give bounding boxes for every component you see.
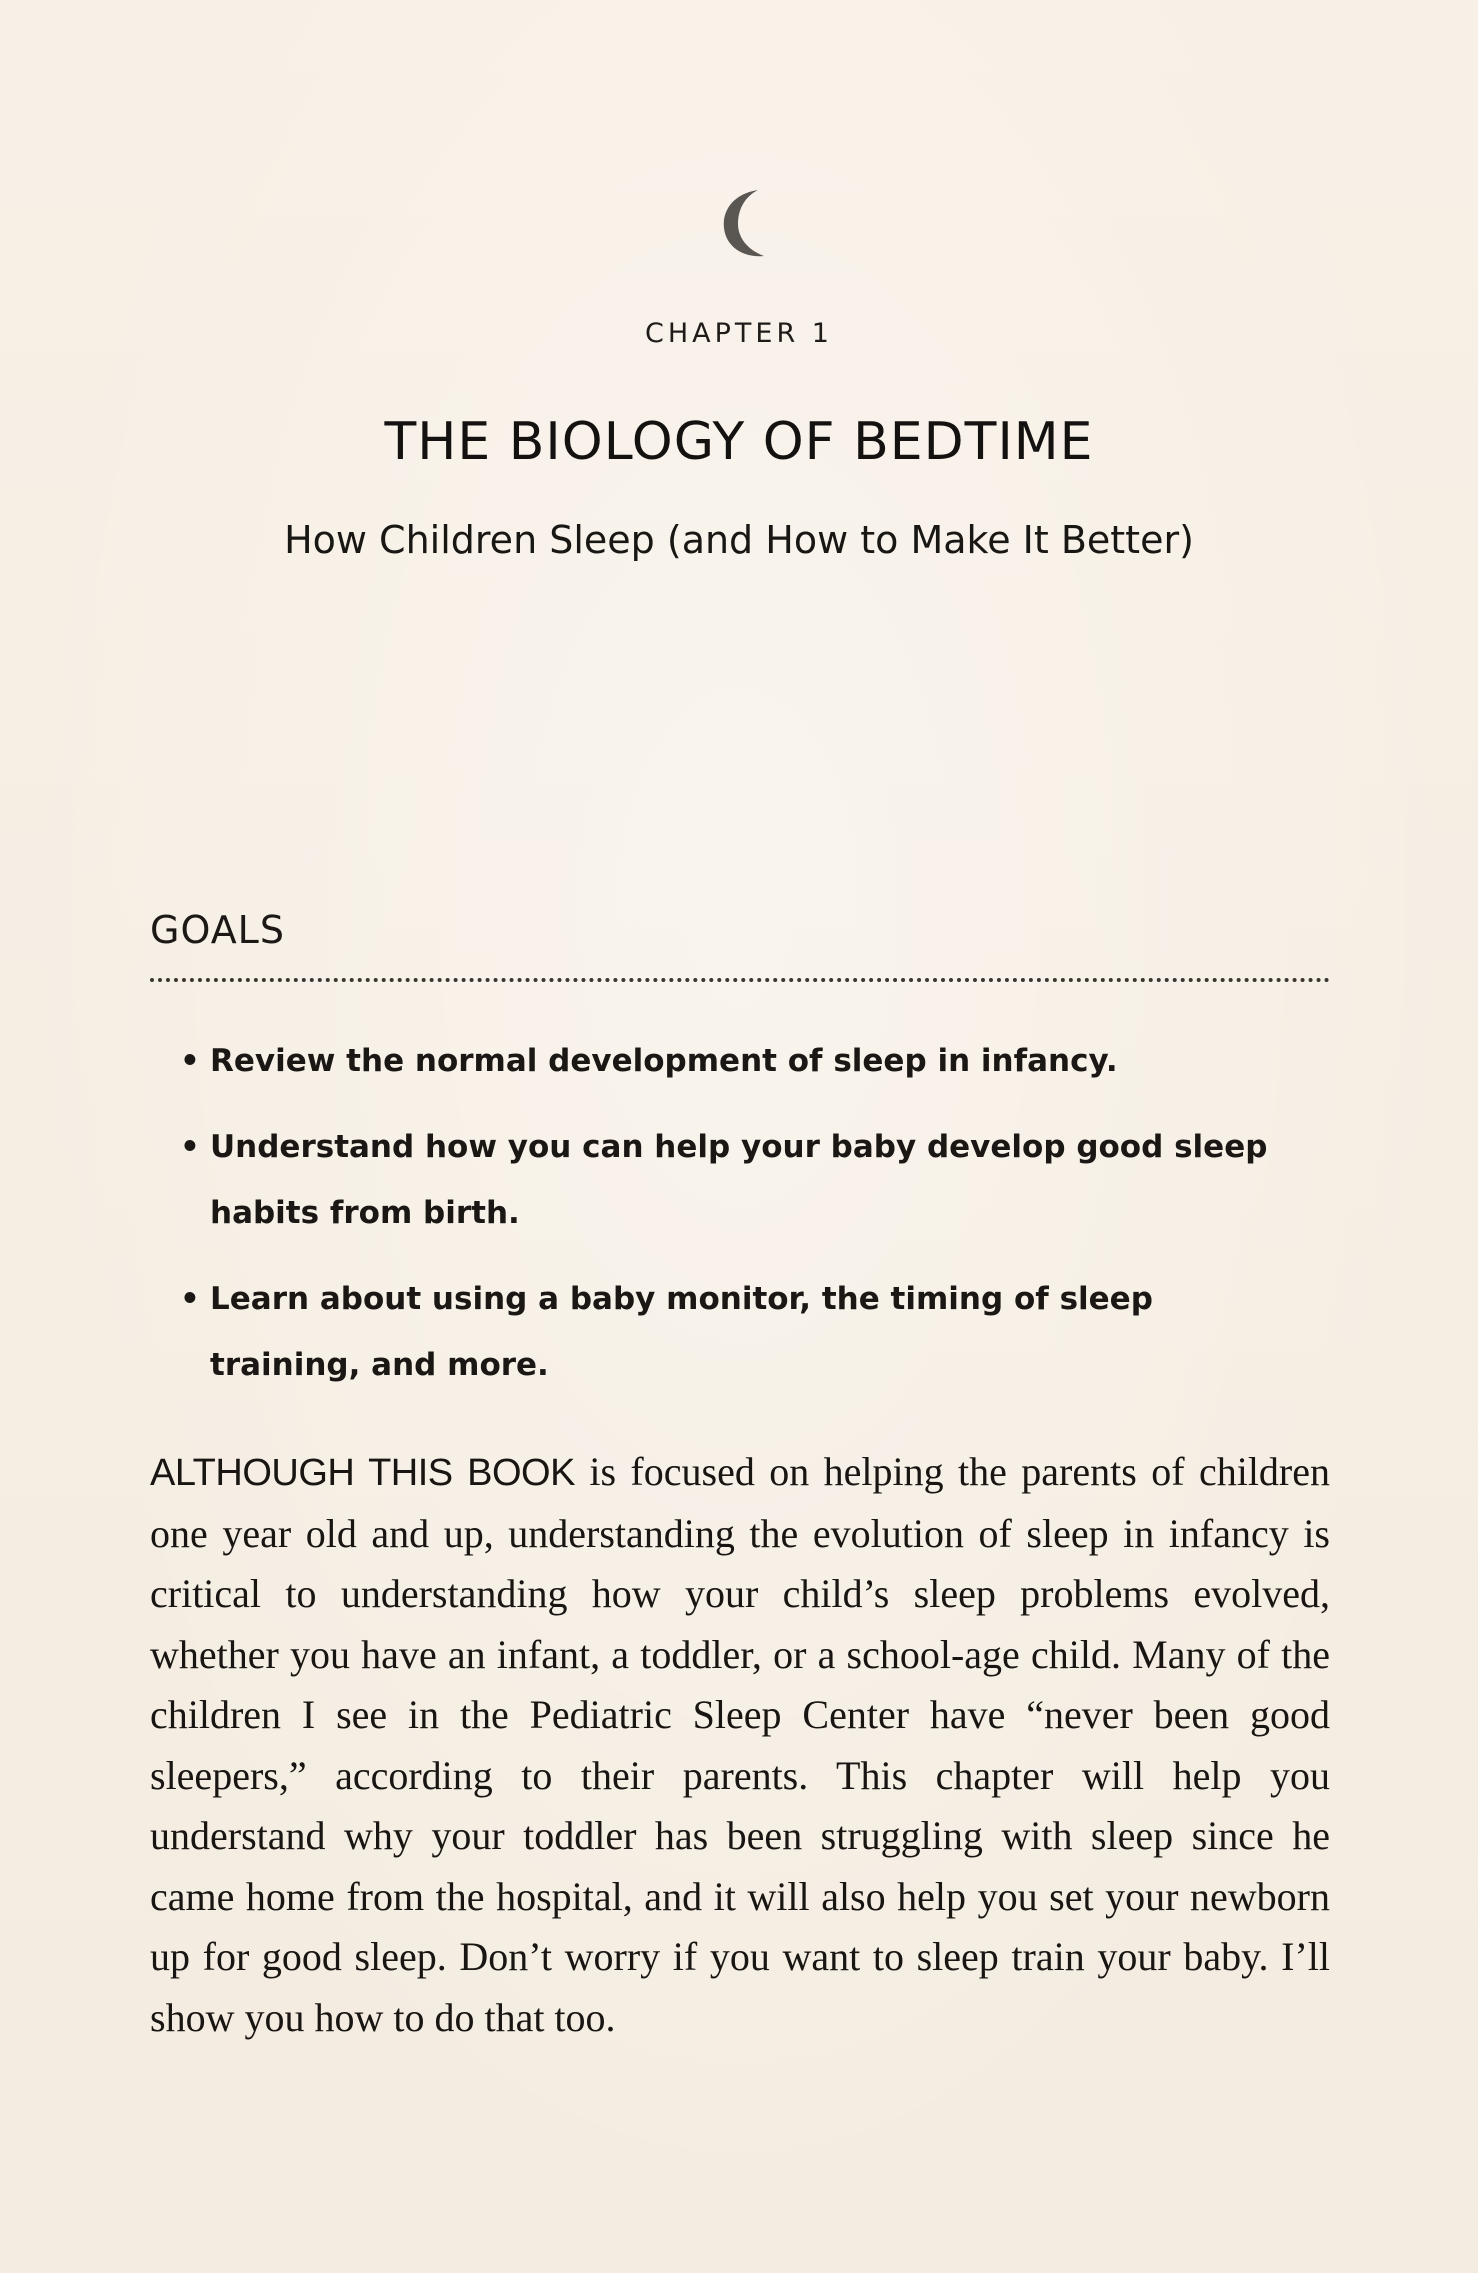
goal-item <box>180 1266 1300 1398</box>
paragraph-lead: ALTHOUGH THIS BOOK <box>150 1452 575 1494</box>
goals-heading: GOALS <box>150 908 285 952</box>
chapter-label: CHAPTER 1 <box>645 318 833 349</box>
goal-text: Learn about using a baby monitor, the timing of sleep training, and more. <box>210 1281 1153 1383</box>
goal-text: Understand how you can help your baby develop good sleep habits from birth. <box>210 1129 1268 1231</box>
goals-list <box>180 1028 1300 1418</box>
crescent-moon-icon <box>714 186 774 262</box>
bullet-icon: • <box>180 1043 200 1079</box>
dotted-divider <box>150 978 1330 982</box>
paragraph-text: is focused on helping the parents of children one year old and up, understanding the evolution of sleep in infancy is critical to understanding how your child’s sleep problems evolved, whether you have an infant, a toddler, or a school-age child. Many of the children I see in the Pediatric Sleep Center have “never been good sleepers,” according to their parents. This chapter will help you understand why your toddler has been struggling with sleep since he came home from the hospital, and it will also help you set your newborn up for good sleep. Don’t worry if you want to sleep train your baby. I’ll show you how to do that too. <box>150 1449 1331 2040</box>
body-paragraph <box>150 1442 1330 2048</box>
bullet-icon: • <box>180 1129 200 1165</box>
chapter-subtitle: How Children Sleep (and How to Make It Better) <box>284 518 1194 562</box>
bullet-icon: • <box>180 1281 200 1317</box>
goal-item <box>180 1114 1300 1246</box>
goal-item <box>180 1028 1300 1094</box>
chapter-title: THE BIOLOGY OF BEDTIME <box>384 412 1094 472</box>
goal-text: Review the normal development of sleep in infancy. <box>210 1043 1118 1079</box>
